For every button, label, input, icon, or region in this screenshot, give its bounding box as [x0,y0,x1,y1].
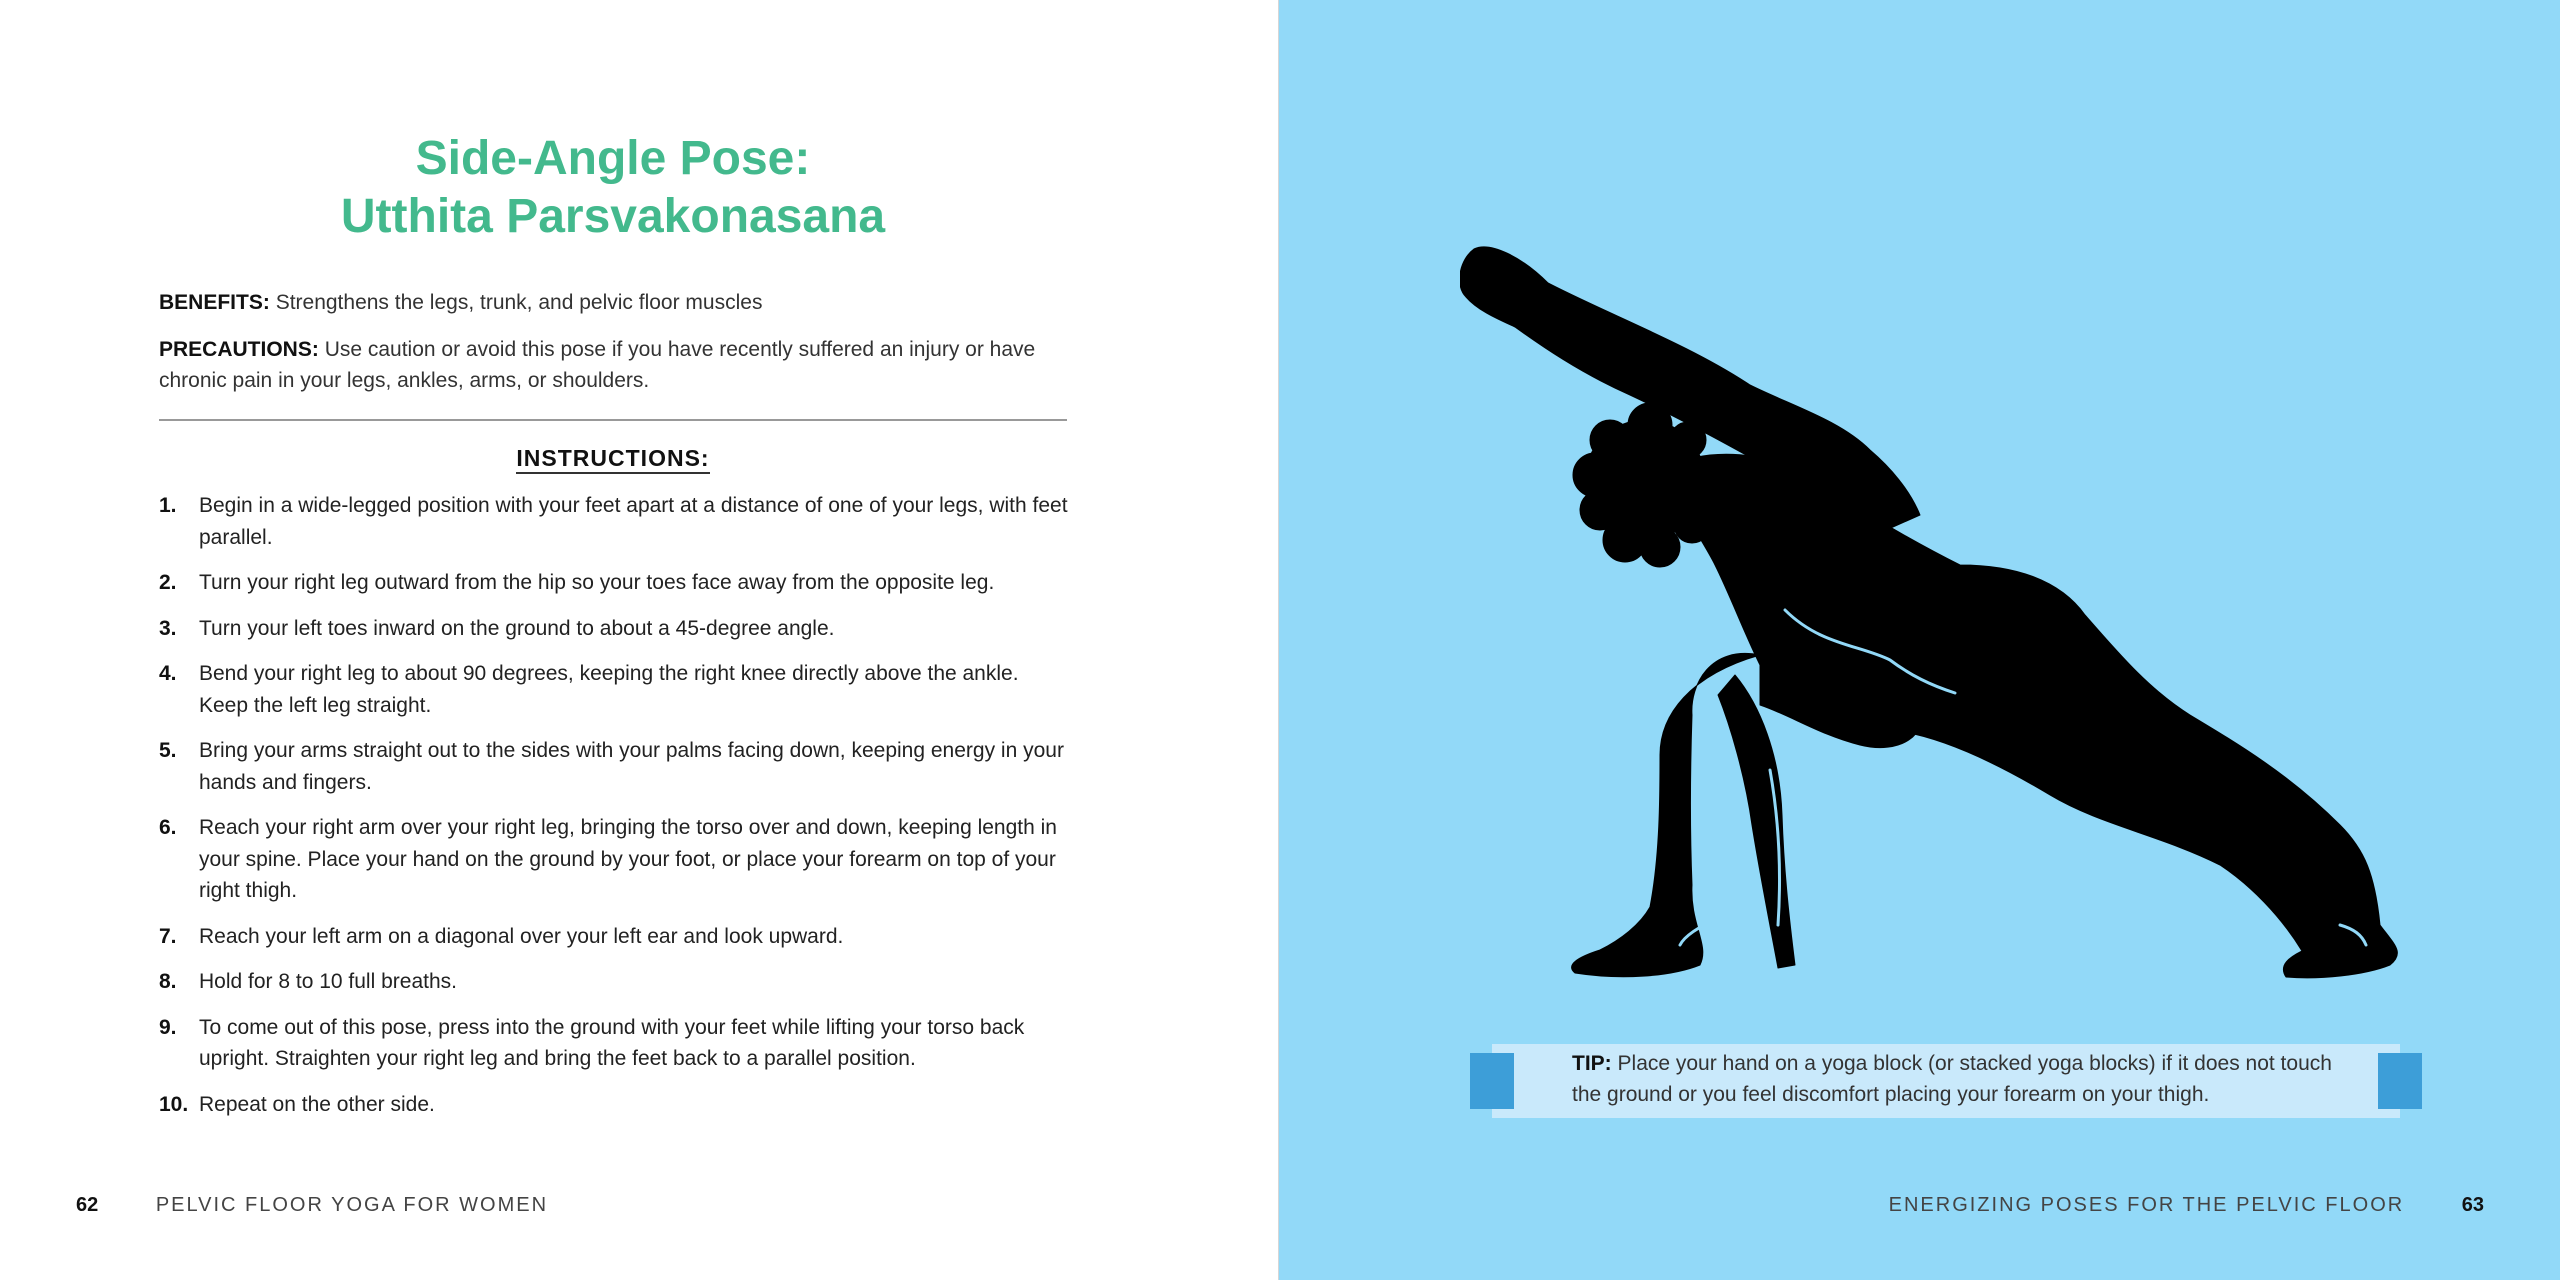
step-text: Turn your left toes inward on the ground to about a 45-degree angle. [199,616,835,640]
tip-text: Place your hand on a yoga block (or stacked yoga blocks) if it does not touch the ground or you feel discomfort placing your forearm on your thigh. [1572,1052,2332,1106]
step-number: 8. [159,970,177,993]
tip-tab-left [1470,1053,1514,1109]
running-head-left: PELVIC FLOOR YOGA FOR WOMEN [155,1194,549,1216]
step-text: To come out of this pose, press into the ground with your feet while lifting your torso back upright. Straighten your right leg and bring the feet back to a parallel position. [199,1015,1025,1070]
instructions-heading-text: INSTRUCTIONS: [516,445,709,474]
left-footer [76,1190,548,1220]
step-item [159,658,1071,721]
step-number: 3. [159,616,177,640]
step-number: 1. [159,494,177,517]
step-item [159,921,1071,953]
step-text: Bend your right leg to about 90 degrees, keeping the right knee directly above the ankle. Keep the left leg straight. [199,662,1019,717]
step-number: 4. [159,662,177,685]
step-number: 5. [159,739,177,762]
precautions-label: PRECAUTIONS: [159,338,319,361]
running-head-right: ENERGIZING POSES FOR THE PELVIC FLOOR [1888,1194,2405,1216]
step-number: 2. [159,571,177,594]
step-item [159,490,1071,553]
pose-title [0,130,1226,246]
instructions-list [159,490,1071,1120]
step-item [159,735,1071,798]
step-text: Bring your arms straight out to the sides with your palms facing down, keeping energy in your hands and fingers. [199,739,1064,794]
step-text: Reach your left arm on a diagonal over your left ear and look upward. [199,924,844,948]
step-item [159,567,1071,599]
step-item [159,613,1071,645]
divider [159,419,1067,421]
step-item [159,1012,1071,1075]
left-page [0,0,1279,1280]
tip-label: TIP: [1572,1052,1612,1075]
step-text: Begin in a wide-legged position with your feet apart at a distance of one of your legs, with feet parallel. [199,494,1068,549]
precautions [159,334,1069,396]
step-item [159,966,1071,998]
instructions-heading [0,443,1226,473]
title-line-1: Side-Angle Pose: [415,132,811,185]
page-number-right: 63 [2461,1194,2484,1216]
tip-tab-right [2378,1053,2422,1109]
benefits [159,287,1069,318]
page-number-left: 62 [76,1194,99,1216]
step-text: Reach your right arm over your right leg, bringing the torso over and down, keeping length in your spine. Place your hand on the ground by your foot, or place your forearm on top of your right thigh. [199,816,1057,902]
tip-text-block [1572,1048,2332,1110]
step-number: 10. [159,1092,189,1116]
benefits-text: Strengthens the legs, trunk, and pelvic floor muscles [275,291,763,314]
step-number: 7. [159,924,177,948]
benefits-label: BENEFITS: [159,291,270,314]
step-text: Hold for 8 to 10 full breaths. [199,970,457,993]
side-angle-pose-silhouette [1460,235,2440,1005]
step-number: 9. [159,1015,177,1039]
right-footer [1889,1190,2484,1220]
step-item [159,812,1071,907]
step-text: Turn your right leg outward from the hip so your toes face away from the opposite leg. [199,571,995,594]
step-text: Repeat on the other side. [199,1092,435,1116]
step-number: 6. [159,816,177,839]
precautions-text: Use caution or avoid this pose if you have recently suffered an injury or have chronic pain in your legs, ankles, arms, or shoulders. [159,338,1036,392]
step-item [159,1089,1071,1121]
title-line-2: Utthita Parsvakonasana [340,190,886,243]
